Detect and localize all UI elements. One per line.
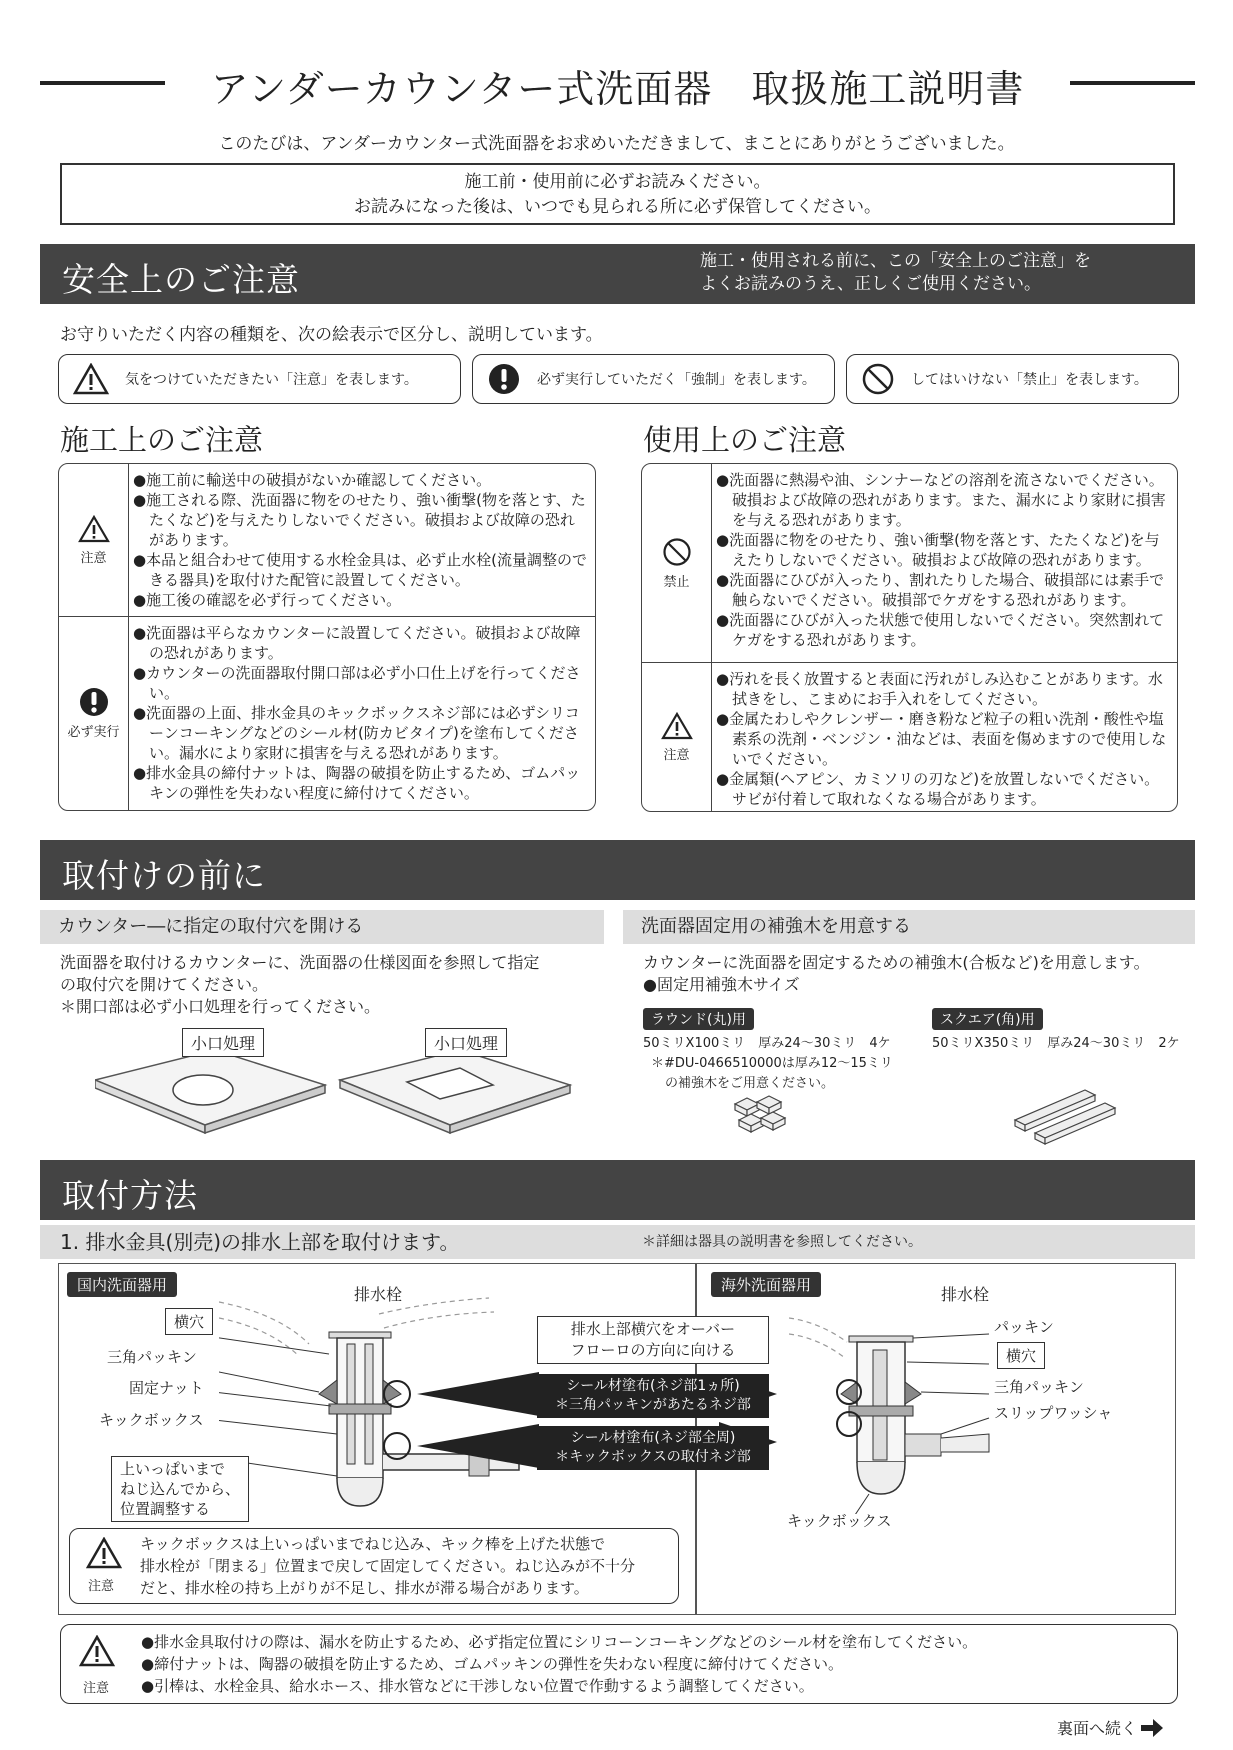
before-left-text xyxy=(60,952,610,1018)
legend-mandatory-text: 必ず実行していただく「強制」を表します。 xyxy=(537,372,816,388)
prohibit-icon xyxy=(861,362,895,396)
label-screw-note xyxy=(111,1456,249,1522)
edge-label-round: 小口処理 xyxy=(182,1028,264,1057)
list-item: ●施工前に輸送中の破損がないか確認してください。 xyxy=(133,471,492,489)
row-label-text: 注意 xyxy=(663,747,690,763)
list-item: ●洗面器に熱湯や油、シンナーなどの溶剤を流さないでください。破損および故障の恐れがあります。また、漏水により家財に損害を与える恐れがあります。 xyxy=(716,471,1166,529)
safety-note-1: 施工・使用される前に、この「安全上のご注意」を xyxy=(700,251,1091,271)
before-right-sub: 洗面器固定用の補強木を用意する xyxy=(623,910,1195,944)
prohibit-icon xyxy=(662,537,692,567)
list-item: ●洗面器にひびが入った状態で使用しないでください。突然割れてケガをする恐れがあります。 xyxy=(716,611,1165,649)
list-item: ●施工される際、洗面器に物をのせたり、強い衝撃(物を落とす、たたくなど)を与えたりしないでください。破損および故障の恐れがあります。 xyxy=(133,491,586,549)
row-label-text: 必ず実行 xyxy=(67,725,120,740)
text-line: ＊開口部は必ず小口処理を行ってください。 xyxy=(60,997,381,1016)
text-line: の取付穴を開けてください。 xyxy=(60,975,269,994)
round-spec-text: 50ミリX100ミリ 厚み24～30ミリ 4ケ xyxy=(643,1036,891,1051)
square-spec xyxy=(932,1008,1180,1054)
seal-callout-1 xyxy=(537,1374,769,1418)
text-line: カウンターに洗面器を固定するための補強木(合板など)を用意します。 xyxy=(643,953,1150,972)
row-label-text: 禁止 xyxy=(663,574,690,590)
construction-table xyxy=(58,463,596,811)
seal-line: ＊キックボックスの取付ネジ部 xyxy=(555,1449,751,1465)
list-item: ●施工後の確認を必ず行ってください。 xyxy=(133,591,402,609)
dir-line: 排水上部横穴をオーバー xyxy=(570,1320,736,1338)
usage-heading: 使用上のご注意 xyxy=(643,423,847,457)
construction-row-items xyxy=(129,617,595,810)
bottom-caution-label: 注意 xyxy=(83,1681,110,1696)
install-bar xyxy=(40,1160,1195,1220)
list-item: ●カウンターの洗面器取付開口部は必ず小口仕上げを行ってください。 xyxy=(133,664,581,702)
kickbox-warning xyxy=(69,1528,679,1604)
square-tag: スクエア(角)用 xyxy=(932,1008,1043,1030)
round-wood-blocks xyxy=(725,1092,795,1142)
row-label-text: 注意 xyxy=(80,550,107,566)
round-tag: ラウンド(丸)用 xyxy=(643,1008,754,1030)
screw-line: 位置調整する xyxy=(120,1500,211,1518)
square-spec-text: 50ミリX350ミリ 厚み24～30ミリ 2ケ xyxy=(932,1036,1180,1051)
safety-bar xyxy=(40,244,1195,304)
safety-note-2: よくお読みのうえ、正しくご使用ください。 xyxy=(700,274,1042,294)
usage-row-prohibit xyxy=(642,464,1177,663)
arrow-right-icon xyxy=(1141,1719,1163,1737)
thanks-text: このたびは、アンダーカウンター式洗面器をお求めいただきまして、まことにありがとうございました。 xyxy=(218,134,1015,154)
list-item: ●本品と組合わせて使用する水栓金具は、必ず止水栓(流量調整のできる器具)を取付けた配管に設置してください。 xyxy=(133,551,587,589)
construction-row-caution xyxy=(59,464,595,617)
counter-illustrations xyxy=(95,1030,605,1150)
before-heading: 取付けの前に xyxy=(62,856,266,895)
legend-prohibit-text: してはいけない「禁止」を表します。 xyxy=(911,372,1148,388)
overseas-tag: 海外洗面器用 xyxy=(711,1272,821,1297)
mandatory-icon xyxy=(487,362,521,396)
usage-row-caution xyxy=(642,663,1177,811)
label-packing: パッキン xyxy=(994,1318,1054,1336)
caution-line: ●締付ナットは、陶器の破損を防止するため、ゴムパッキンの弾性を失わない程度に締付けてください。 xyxy=(141,1655,844,1673)
install-step xyxy=(40,1225,1195,1259)
legend-caution-text: 気をつけていただきたい「注意」を表します。 xyxy=(125,372,418,388)
install-diagram xyxy=(58,1263,1176,1615)
label-kickbox-overseas: キックボックス xyxy=(787,1512,892,1530)
list-item: ●汚れを長く放置すると表面に汚れがしみ込むことがあります。水拭きをし、こまめにお手入れをしてください。 xyxy=(716,670,1163,708)
step-text: 1. 排水金具(別売)の排水上部を取付けます。 xyxy=(60,1230,460,1254)
legend-mandatory xyxy=(472,354,835,404)
notice-box xyxy=(60,163,1175,225)
label-drain-plug-overseas: 排水栓 xyxy=(941,1285,990,1304)
seal-line: シール材塗布(ネジ部全周) xyxy=(570,1430,736,1446)
bottom-caution xyxy=(60,1624,1178,1704)
usage-table xyxy=(641,463,1178,812)
usage-row-items xyxy=(712,663,1177,811)
label-drain-plug: 排水栓 xyxy=(354,1285,403,1304)
before-right-text xyxy=(643,952,1193,996)
warn-line: 排水栓が「閉まる」位置まで戻して固定してください。ねじ込みが不十分 xyxy=(140,1557,636,1575)
round-note-1: ＊#DU-0466510000は厚み12～15ミリ xyxy=(651,1056,893,1071)
warn-line: キックボックスは上いっぱいまでねじ込み、キック棒を上げた状態で xyxy=(140,1535,606,1553)
usage-row-items xyxy=(712,464,1177,662)
construction-row-label xyxy=(59,617,129,810)
caution-icon xyxy=(86,1537,122,1569)
counter-square xyxy=(340,1050,570,1133)
construction-row-items xyxy=(129,464,595,616)
install-heading: 取付方法 xyxy=(62,1176,198,1215)
screw-line: ねじ込んでから、 xyxy=(120,1480,241,1498)
legend-prohibit xyxy=(846,354,1179,404)
label-side-hole: 横穴 xyxy=(165,1308,213,1335)
text-line: 洗面器を取付けるカウンターに、洗面器の仕様図面を参照して指定 xyxy=(60,953,540,972)
warn-line: だと、排水栓の持ち上がりが不足し、排水が滞る場合があります。 xyxy=(140,1579,589,1597)
seal-line: シール材塗布(ネジ部1ヵ所) xyxy=(566,1378,740,1394)
notice-line-2: お読みになった後は、いつでも見られる所に必ず保管してください。 xyxy=(354,197,881,217)
edge-label-square: 小口処理 xyxy=(425,1028,507,1057)
usage-row-label xyxy=(642,663,712,811)
before-bar xyxy=(40,840,1195,900)
notice-line-1: 施工前・使用前に必ずお読みください。 xyxy=(464,172,771,192)
label-fix-nut: 固定ナット xyxy=(129,1379,204,1397)
seal-callout-2 xyxy=(537,1426,769,1470)
caution-icon xyxy=(79,1635,115,1667)
counter-round xyxy=(95,1050,325,1133)
screw-line: 上いっぱいまで xyxy=(120,1460,226,1478)
list-item: ●洗面器の上面、排水金具のキックボックスネジ部には必ずシリコーンコーキングなどのシール材(防カビタイプ)を塗布してください。漏水により家財に損害を与える恐れがあります。 xyxy=(133,704,580,762)
dir-line: フローロの方向に向ける xyxy=(570,1341,736,1359)
caution-icon xyxy=(78,515,110,543)
round-spec xyxy=(643,1008,893,1094)
construction-row-mandatory xyxy=(59,617,595,810)
safety-heading: 安全上のご注意 xyxy=(62,260,300,299)
text-line: ●固定用補強木サイズ xyxy=(643,975,800,994)
label-slip-washer: スリップワッシャ xyxy=(994,1404,1113,1422)
construction-heading: 施工上のご注意 xyxy=(60,423,264,457)
direction-callout xyxy=(537,1316,769,1364)
list-item: ●金属類(ヘアピン、カミソリの刃など)を放置しないでください。サビが付着して取れなくなる場合があります。 xyxy=(716,770,1160,808)
page-title: アンダーカウンター式洗面器 取扱施工説明書 xyxy=(210,67,1025,111)
warn-text xyxy=(140,1533,635,1599)
list-item: ●洗面器は平らなカウンターに設置してください。破損および故障の恐れがあります。 xyxy=(133,624,581,662)
step-note: ＊詳細は器具の説明書を参照してください。 xyxy=(642,1234,922,1250)
domestic-tag: 国内洗面器用 xyxy=(67,1272,177,1297)
square-wood-blocks xyxy=(1010,1085,1120,1145)
before-left-sub: カウンター―に指定の取付穴を開ける xyxy=(40,910,604,944)
list-item: ●金属たわしやクレンザー・磨き粉など粒子の粗い洗剤・酸性や塩素系の洗剤・ベンジン・油などは、表面を傷めますので使用しないでください。 xyxy=(716,710,1167,768)
label-tri-packing: 三角パッキン xyxy=(107,1348,197,1366)
caution-line: ●排水金具取付けの際は、漏水を防止するため、必ず指定位置にシリコーンコーキングなどのシール材を塗布してください。 xyxy=(141,1633,978,1651)
continue-footer xyxy=(1057,1716,1163,1739)
safety-note xyxy=(700,250,1091,296)
caution-line: ●引棒は、水栓金具、給水ホース、排水管などに干渉しない位置で作動するよう調整してください。 xyxy=(141,1677,814,1695)
caution-icon xyxy=(661,712,693,740)
seal-line: ＊三角パッキンがあたるネジ部 xyxy=(555,1397,751,1413)
title-rule-right xyxy=(1070,81,1195,85)
list-item: ●洗面器に物をのせたり、強い衝撃(物を落とす、たたくなど)を与えたりしないでください。破損および故障の恐れがあります。 xyxy=(716,531,1160,569)
mandatory-icon xyxy=(79,687,109,717)
label-side-hole-overseas: 横穴 xyxy=(997,1342,1045,1369)
legend-caution xyxy=(58,354,461,404)
bottom-caution-text xyxy=(141,1631,977,1697)
safety-intro: お守りいただく内容の種類を、次の絵表示で区分し、説明しています。 xyxy=(60,325,603,345)
list-item: ●洗面器にひびが入ったり、割れたりした場合、破損部には素手で触らないでください。破損部でケガをする恐れがあります。 xyxy=(716,571,1165,609)
continue-text: 裏面へ続く xyxy=(1057,1719,1138,1738)
title-block xyxy=(40,52,1195,112)
round-note-2: の補強木をご用意ください。 xyxy=(665,1076,835,1091)
warn-label: 注意 xyxy=(88,1579,115,1594)
construction-row-label xyxy=(59,464,129,616)
usage-row-label xyxy=(642,464,712,662)
label-kickbox: キックボックス xyxy=(99,1411,204,1429)
caution-icon xyxy=(73,363,109,395)
label-tri-packing-overseas: 三角パッキン xyxy=(994,1378,1084,1396)
list-item: ●排水金具の締付ナットは、陶器の破損を防止するため、ゴムパッキンの弾性を失わない程度に締付けてください。 xyxy=(133,764,581,802)
